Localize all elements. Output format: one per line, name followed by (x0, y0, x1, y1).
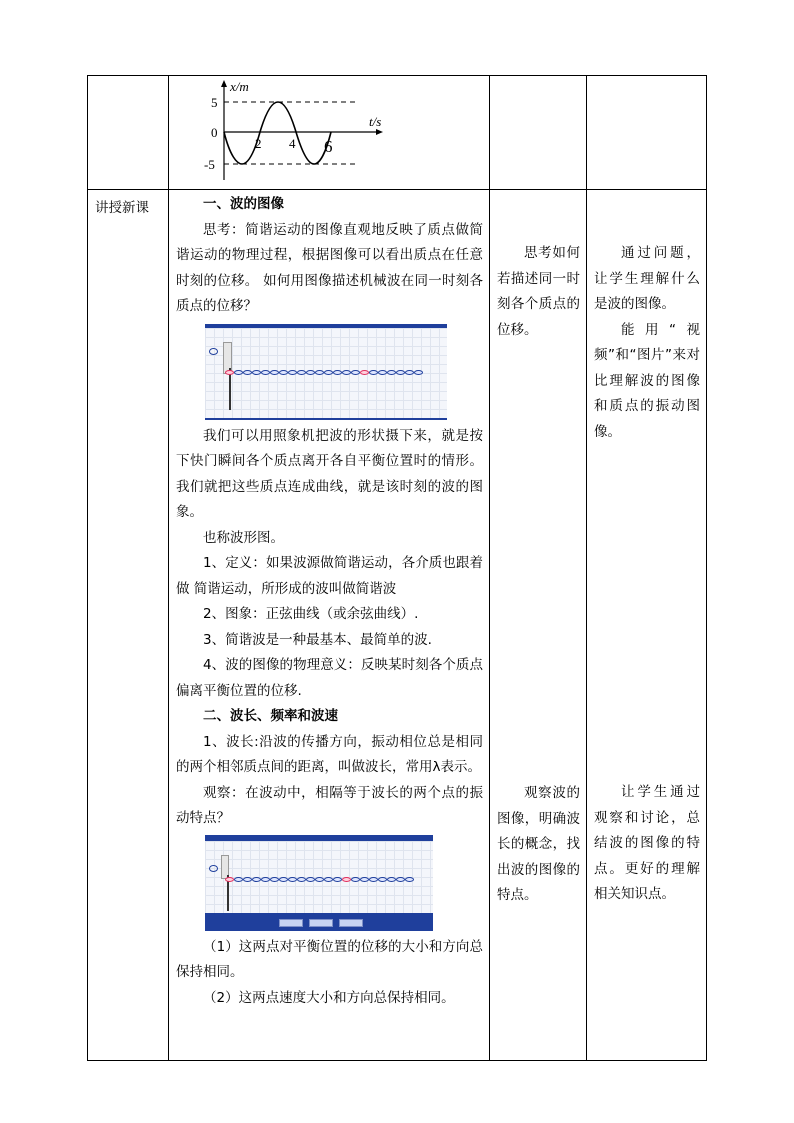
cell-student-activity (490, 190, 587, 1061)
paragraph-meaning: 4、波的图像的物理意义：反映某时刻各个质点偏离平衡位置的位移. (176, 657, 483, 699)
x-tick-6: 6 (324, 137, 333, 156)
heading-wavelength: 二、波长、频率和波速 (203, 708, 338, 724)
y-axis-arrow (221, 80, 227, 87)
x-tick-4: 4 (289, 136, 296, 151)
paragraph-camera: 我们可以用照象机把波的形状摄下来，就是按下快门瞬间各个质点离开各自平衡位置时的情形。我们就把这些质点连成曲线，就是该时刻的波的图象。 (176, 427, 483, 520)
sim-control-button-2[interactable] (309, 919, 333, 927)
cell-vibration-graph (169, 76, 490, 190)
design-intent-3: 让学生通过观察和讨论，总结波的图像的特点。更好的理解相关知识点。 (594, 784, 700, 902)
cell-section-label (88, 190, 169, 1061)
student-activity-2: 观察波的图像，明确波长的概念，找出波的图像的特点。 (497, 785, 580, 903)
table-row-graph (88, 76, 707, 190)
cell-design-intent (587, 190, 707, 1061)
cell-empty-student (490, 76, 587, 190)
x-axis-label: t/s (369, 114, 382, 129)
cell-empty-label (88, 76, 169, 190)
paragraph-observe: 观察：在波动中，相隔等于波长的两个点的振动特点？ (176, 784, 483, 826)
paragraph-waveform: 也称波形图。 (203, 529, 284, 546)
paragraph-think: 思考：简谐运动的图像直观地反映了质点做简谐运动的物理过程，根据图像可以看出质点在任意时刻的位移。 如何用图像描述机械波在同一时刻各质点的位移？ (176, 221, 483, 314)
lesson-table (87, 75, 707, 1061)
student-activity-1: 思考如何若描述同一时刻各个质点的位移。 (497, 245, 580, 338)
y-tick-neg5: -5 (204, 157, 215, 172)
sim-control-button-3[interactable] (339, 919, 363, 927)
cell-teacher-content (169, 190, 490, 1061)
paragraph-simple-wave: 3、简谐波是一种最基本、最简单的波. (203, 631, 432, 648)
y-axis-label: x/m (230, 79, 249, 94)
wave-simulation-image-1 (205, 324, 447, 420)
sim-control-button-1[interactable] (279, 919, 303, 927)
design-intent-1: 通过问题，让学生理解什么是波的图像。 (594, 245, 700, 312)
paragraph-point-1: （1）这两点对平衡位置的位移的大小和方向总保持相同。 (176, 938, 483, 980)
x-axis-arrow (376, 129, 383, 135)
paragraph-point-2: （2）这两点速度大小和方向总保持相同。 (203, 989, 455, 1006)
cell-empty-intent (587, 76, 707, 190)
paragraph-image-shape: 2、图象：正弦曲线（或余弦曲线）. (203, 606, 419, 622)
particle-chain-1 (225, 369, 423, 376)
vibration-graph (169, 76, 489, 185)
design-intent-2: 能用“视频”和“图片”来对比理解波的图像和质点的振动图像。 (594, 321, 700, 440)
paragraph-definition: 1、定义：如果波源做简谐运动，各介质也跟着做 简谐运动，所形成的波叫做简谐波 (176, 555, 483, 597)
x-tick-2: 2 (255, 136, 262, 151)
y-tick-0: 0 (211, 125, 218, 140)
particle-chain-2 (225, 876, 414, 883)
section-label: 讲授新课 (95, 200, 149, 216)
y-tick-5: 5 (211, 95, 218, 110)
heading-wave-image: 一、波的图像 (203, 196, 284, 212)
wave-simulation-image-2 (205, 835, 433, 931)
sine-curve (224, 102, 331, 164)
paragraph-wavelength: 1、波长:沿波的传播方向，振动相位总是相同的两个相邻质点间的距离，叫做波长，常用λ表示。 (176, 733, 483, 775)
table-row-lesson (88, 190, 707, 1061)
